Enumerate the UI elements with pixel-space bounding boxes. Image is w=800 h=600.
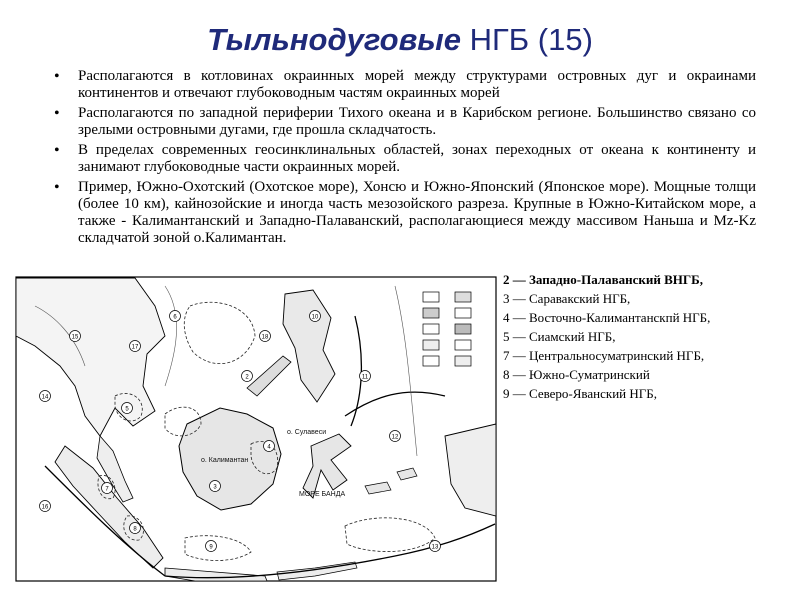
basin-marker-number: 5 bbox=[125, 406, 129, 413]
basin-marker-number: 12 bbox=[391, 434, 399, 441]
bullet-item: • Пример, Южно-Охотский (Охотское море), Хонсю и Южно-Японский (Японское море). Мощные толщи (более 10 км), кайнозойские и иногда часть мезозойского разреза. Крупные в Южно-Китайском море, а также - Калимантанский и Западно-Палаванский, располагающиеся между массивом Наньша и Mz-Kz складчатой зоной о.Калимантан. bbox=[50, 179, 756, 247]
basin-marker-number: 10 bbox=[311, 314, 319, 321]
basin-marker-number: 6 bbox=[173, 314, 177, 321]
basin-marker-number: 3 bbox=[213, 484, 217, 491]
legend-item: 5 — Сиамский НГБ, bbox=[503, 329, 616, 344]
basin-marker-number: 14 bbox=[41, 394, 49, 401]
bullet-item: • Располагаются по западной периферии Тихого океана и в Карибском регионе. Большинство связано со зрелыми островными дугами, где прошла складчатость. bbox=[50, 105, 756, 139]
bullet-item: • В пределах современных геосинклинальных областей, зонах переходных от океана к континенту и занимают глубоководные части окраинных морей. bbox=[50, 142, 756, 176]
basin-marker-number: 4 bbox=[267, 444, 271, 451]
map-label-kalimantan: о. Калимантан bbox=[201, 457, 249, 464]
slide-title bbox=[0, 22, 800, 58]
basin-legend bbox=[503, 270, 793, 403]
bullet-list bbox=[50, 68, 756, 250]
basin-marker-number: 11 bbox=[361, 374, 369, 381]
basin-marker-number: 2 bbox=[245, 374, 249, 381]
basin-marker-number: 9 bbox=[209, 544, 213, 551]
basin-marker-number: 15 bbox=[71, 334, 79, 341]
map-label-sulawesi: о. Сулавеси bbox=[287, 429, 327, 436]
basin-marker-number: 16 bbox=[41, 504, 49, 511]
legend-item: 4 — Восточно-Калимантанскпй НГБ, bbox=[503, 310, 711, 325]
title-rest-part: НГБ (15) bbox=[461, 22, 593, 57]
legend-item: 7 — Центральносуматринский НГБ, bbox=[503, 348, 705, 363]
geological-map bbox=[15, 276, 497, 582]
basin-marker-number: 13 bbox=[431, 544, 439, 551]
bullet-item: • Располагаются в котловинах окраинных морей между структурами островных дуг и окраинами континентов и отвечают глубоководным частям окраинных морей bbox=[50, 68, 756, 102]
legend-item: 8 — Южно-Суматринский bbox=[503, 367, 650, 382]
title-italic-part: Тыльнодуговые bbox=[207, 22, 462, 57]
map-label-banda: МОРЕ БАНДА bbox=[299, 491, 346, 498]
legend-item: 9 — Северо-Яванский НГБ, bbox=[503, 386, 657, 401]
legend-item: 2 — Западно-Палаванский ВНГБ, bbox=[503, 272, 703, 287]
basin-marker-number: 8 bbox=[133, 526, 137, 533]
basin-marker-number: 7 bbox=[105, 486, 109, 493]
basin-marker-number: 18 bbox=[261, 334, 269, 341]
legend-item: 3 — Саравакский НГБ, bbox=[503, 291, 631, 306]
basin-marker-number: 17 bbox=[131, 344, 139, 351]
